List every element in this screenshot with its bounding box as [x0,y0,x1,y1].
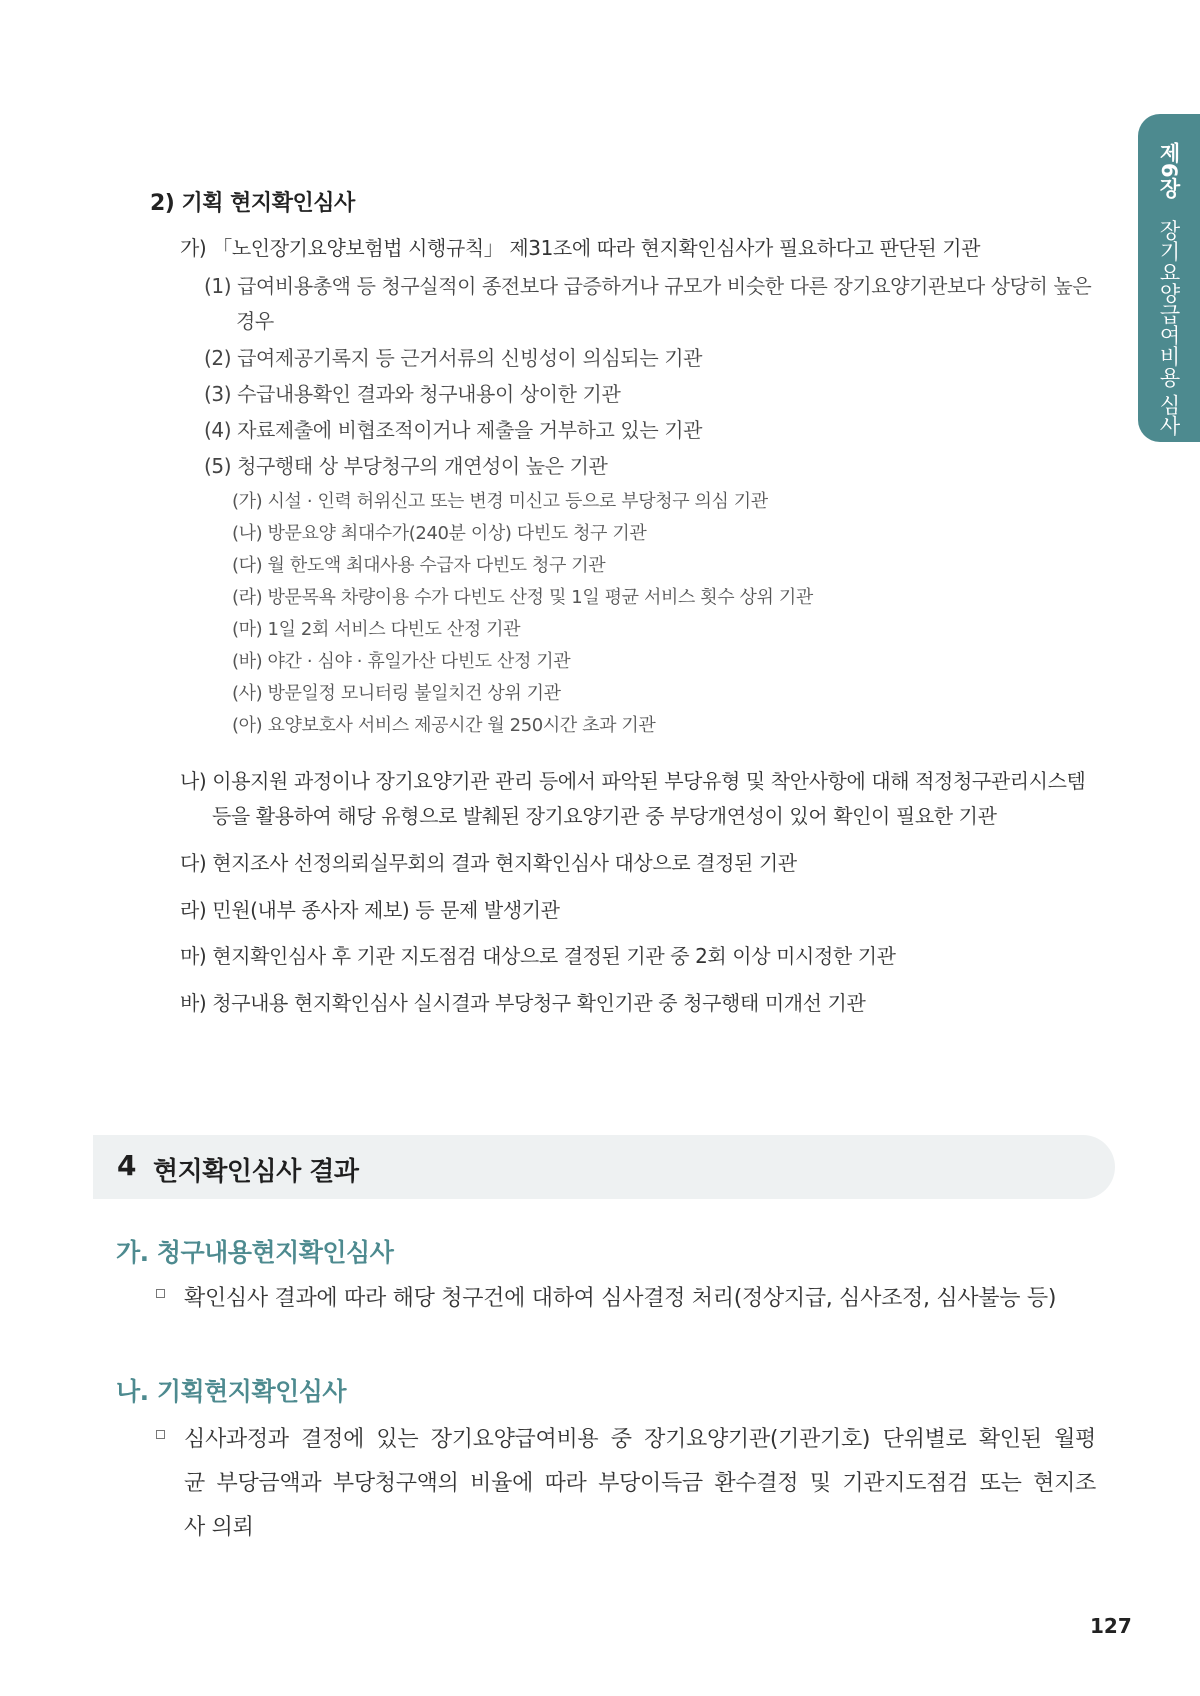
ga-item-5: (5) 청구행태 상 부당청구의 개연성이 높은 기관 [204,454,608,478]
chapter-side-tab-label [1138,142,1200,436]
item-na: 나) 이용지원 과정이나 장기요양기관 관리 등에서 파악된 부당유형 및 착안사항에 대해 적정청구관리시스템 [180,769,1086,793]
ga5-item: (나) 방문요양 최대수가(240분 이상) 다빈도 청구 기관 [232,523,647,544]
ga5-item: (라) 방문목욕 차량이용 수가 다빈도 산정 및 1일 평균 서비스 횟수 상위 기관 [232,587,813,608]
ga-item-1-cont: 경우 [236,309,274,333]
subsection-b-title: 나. 기획현지확인심사 [116,1377,347,1406]
section-number: 4 [117,1149,137,1182]
page-number: 127 [1090,1614,1132,1638]
ga5-item: (마) 1일 2회 서비스 다빈도 산정 기관 [232,619,521,640]
ga5-item: (아) 요양보호사 서비스 제공시간 월 250시간 초과 기관 [232,715,656,736]
item-ga: 가) 「노인장기요양보험법 시행규칙」 제31조에 따라 현지확인심사가 필요하다고 판단된 기관 [180,236,981,260]
item-na-cont: 등을 활용하여 해당 유형으로 발췌된 장기요양기관 중 부당개연성이 있어 확인이 필요한 기관 [212,804,997,828]
chapter-title: 장기요양급여비용 심사 [1157,219,1181,436]
ga5-item: (바) 야간 · 심야 · 휴일가산 다빈도 산정 기관 [232,651,571,672]
chapter-side-tab [1138,114,1200,442]
item-ra: 라) 민원(내부 종사자 제보) 등 문제 발생기관 [180,898,560,922]
item-da: 다) 현지조사 선정의뢰실무회의 결과 현지확인심사 대상으로 결정된 기관 [180,851,797,875]
ga5-item: (가) 시설 · 인력 허위신고 또는 변경 미신고 등으로 부당청구 의심 기관 [232,491,768,512]
subsection-b-bullet-line: 심사과정과 결정에 있는 장기요양급여비용 중 장기요양기관(기관기호) 단위별로 확인된 월평 [184,1427,1096,1452]
subsection-b-bullet-line: 균 부당금액과 부당청구액의 비율에 따라 부당이득금 환수결정 및 기관지도점검 또는 현지조 [184,1471,1096,1496]
ga-item-2: (2) 급여제공기록지 등 근거서류의 신빙성이 의심되는 기관 [204,346,703,370]
bullet-square-icon [156,1430,165,1439]
ga5-item: (사) 방문일정 모니터링 불일치건 상위 기관 [232,683,561,704]
ga-item-3: (3) 수급내용확인 결과와 청구내용이 상이한 기관 [204,382,621,406]
section-title: 현지확인심사 결과 [153,1157,359,1187]
bullet-square-icon [156,1289,165,1298]
subsection-a-title: 가. 청구내용현지확인심사 [116,1238,394,1267]
ga-item-1: (1) 급여비용총액 등 청구실적이 종전보다 급증하거나 규모가 비슷한 다른 장기요양기관보다 상당히 높은 [204,274,1092,298]
ga-item-4: (4) 자료제출에 비협조적이거나 제출을 거부하고 있는 기관 [204,418,703,442]
item-ma: 마) 현지확인심사 후 기관 지도점검 대상으로 결정된 기관 중 2회 이상 미시정한 기관 [180,944,896,968]
section-header-band [93,1135,1115,1199]
ga5-item: (다) 월 한도액 최대사용 수급자 다빈도 청구 기관 [232,555,606,576]
subsection-heading: 2) 기획 현지확인심사 [150,191,355,216]
subsection-a-bullet: 확인심사 결과에 따라 해당 청구건에 대하여 심사결정 처리(정상지급, 심사조정, 심사불능 등) [184,1286,1057,1311]
subsection-b-bullet-line: 사 의뢰 [184,1515,254,1540]
chapter-number: 제6장 [1157,142,1181,199]
item-ba: 바) 청구내용 현지확인심사 실시결과 부당청구 확인기관 중 청구행태 미개선 기관 [180,991,866,1015]
